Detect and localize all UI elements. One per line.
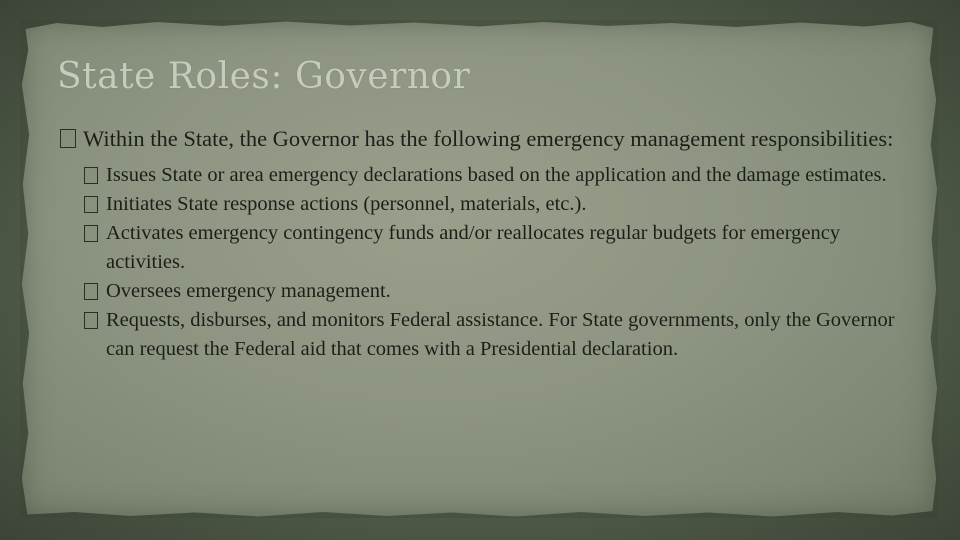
bullet-text: Requests, disburses, and monitors Federal assistance. For State governments, only the Governor can request the Federal aid that comes with a Presidential declaration. [106,309,895,360]
bullet-text: Initiates State response actions (personnel, materials, etc.). [106,193,587,215]
bullet-text: Activates emergency contingency funds and/or reallocates regular budgets for emergency activities. [106,222,841,273]
bullet-item [57,277,917,306]
intro-text: Within the State, the Governor has the following emergency management responsibilities: [83,126,894,151]
box-bullet-icon [84,167,98,184]
box-bullet-icon [84,283,98,300]
box-bullet-icon [84,225,98,242]
intro-paragraph [57,124,917,153]
bullet-item [57,306,917,364]
bullet-item [57,190,917,219]
box-bullet-icon [84,312,98,329]
bullet-text: Oversees emergency management. [106,280,391,302]
box-bullet-icon [60,129,76,148]
bullet-text: Issues State or area emergency declarations based on the application and the damage estimates. [106,164,887,186]
slide-title: State Roles: Governor [57,56,471,97]
slide-body [57,124,917,364]
bullet-item [57,161,917,190]
box-bullet-icon [84,196,98,213]
bullet-item [57,219,917,277]
